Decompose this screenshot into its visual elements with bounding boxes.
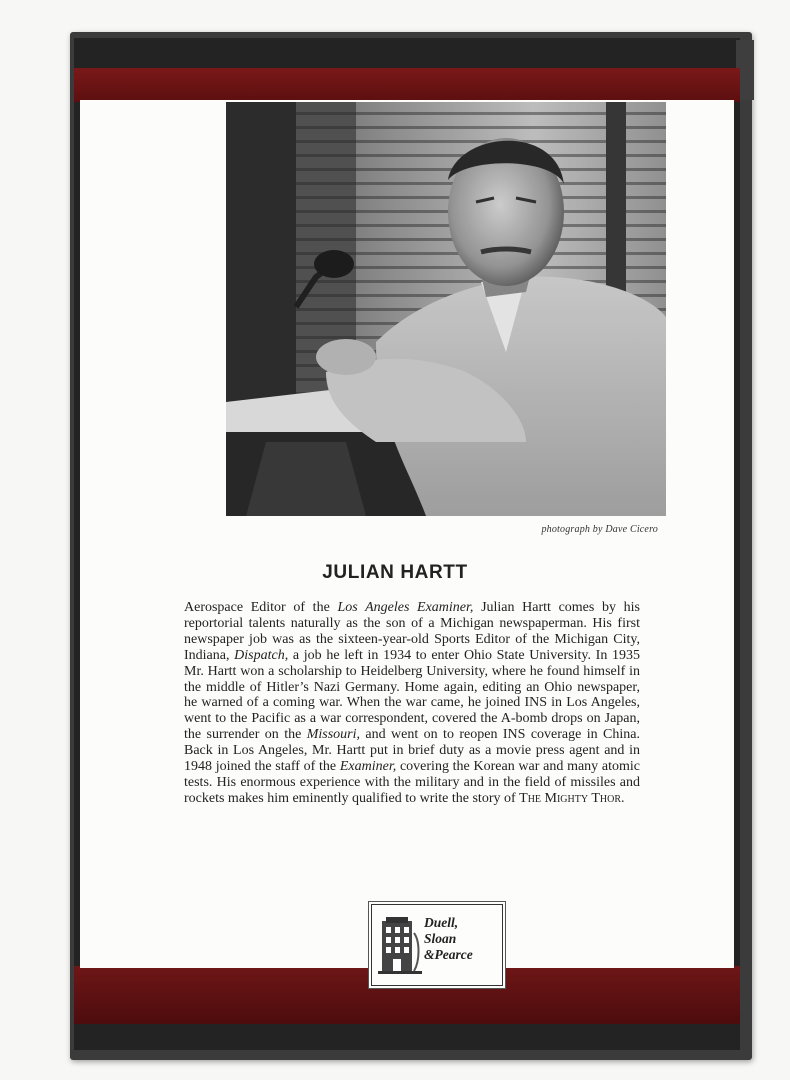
bio-text-run: covering the Korean war and many atomic tests. His enormous experience with the military and in the field of missiles and rockets makes him eminently qualified to write the story of <box>184 759 640 806</box>
author-photo <box>226 102 666 516</box>
bio-text-run: Examiner, <box>339 759 397 775</box>
publisher-logo <box>371 904 503 986</box>
author-portrait-illustration <box>226 102 666 516</box>
publisher-name <box>424 915 473 963</box>
bio-text-run: Dispatch, <box>234 647 289 663</box>
publisher-line-2: Sloan <box>424 931 457 946</box>
publisher-line-3: &Pearce <box>424 947 473 962</box>
bio-text-run: a job he left in 1934 to enter Ohio State University. In 1935 Mr. Hartt won a scholarship to Heidelberg University, where he found himself in the middle of Hitler’s Nazi Germany. Home again, editing an Ohio newspaper, he warned of a coming war. When the war came, he joined INS in Los Angeles, went to the Pacific as a war correspondent, covered the A-bomb drops on Japan, the surrender on the <box>184 647 640 743</box>
building-icon <box>378 913 422 977</box>
bio-text-run: . <box>621 790 625 806</box>
bio-text-run: Missouri, <box>306 727 360 743</box>
bio-text-run: Julian Hartt comes by his reportorial talents naturally as the son of a Michigan newspaperman. His first newspaper job was as the sixteen-year-old Sports Editor of the Michigan City, Indiana, <box>184 600 640 663</box>
bio-text-run: Los Angeles Examiner, <box>337 600 474 615</box>
publisher-line-1: Duell, <box>424 915 459 930</box>
author-name-heading: JULIAN HARTT <box>322 562 468 583</box>
photo-credit: photograph by Dave Cicero <box>541 524 658 535</box>
author-biography <box>184 600 640 807</box>
bio-text-run: The Mighty Thor <box>519 790 621 806</box>
top-red-band <box>74 68 740 102</box>
bio-text-run: and went on to reopen INS coverage in China. Back in Los Angeles, Mr. Hartt put in brief duty as a movie press agent and in 1948 joined the staff of the <box>184 727 640 775</box>
bio-text-run: Aerospace Editor of the <box>184 600 338 615</box>
